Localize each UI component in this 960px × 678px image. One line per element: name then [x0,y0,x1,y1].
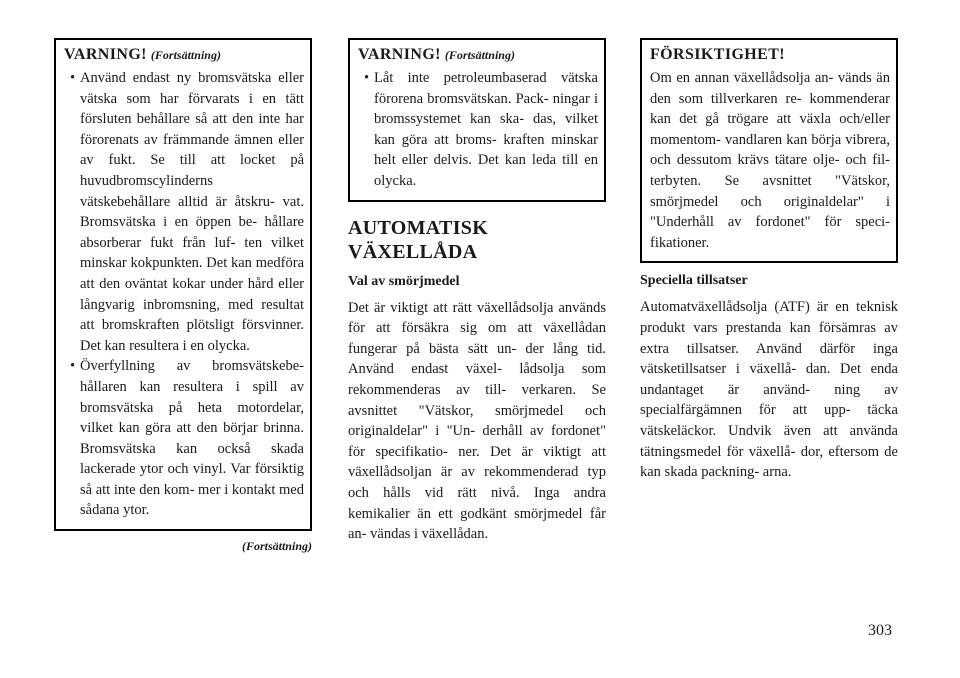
warning-bullet-list [64,68,304,521]
warning-box-continued [54,38,312,531]
warning-title [358,44,598,66]
warning-box-continued [348,38,606,202]
warning-continued-label: (Fortsättning) [150,48,221,62]
column-left [54,38,312,554]
warning-bullet: • Låt inte petroleumbaserad vätska förorena bromsvätskan. Pack- ningar i bromssystemet kan ska- das, vilket kan göra att broms- kraften minskar helt eller delvis. Det kan leda till en olycka. [358,68,598,192]
body-paragraph: Det är viktigt att rätt växellådsolja används för att försäkra sig om att växellådan fungerar på bästa sätt un- der lång tid. Använd endast växel- lådsolja som rekommenderas av till- verkaren. Se avsnittet "Vätskor, smörjmedel och originaldelar" i "Un- derhåll av fordonet" för specifikatio- ner. Det är viktigt att växellådsoljan är av rekommenderad typ och hålls vid rätt nivå. Inga andra kemikalier än ett godkänt smörjmedel får an- vändas i växellådan. [348,299,606,543]
page-number: 303 [868,622,892,639]
column-right [640,38,898,483]
column-middle [348,38,606,545]
section-heading-line-1: AUTOMATISK [348,216,489,239]
warning-continued-label: (Fortsättning) [444,48,515,62]
subheading: Val av smörjmedel [348,273,460,289]
caution-title: FÖRSIKTIGHET! [650,46,786,63]
section-heading [348,216,606,264]
caution-box [640,38,898,263]
warning-bullet: • Överfyllning av bromsvätskebe- hållaren kan resultera i spill av bromsvätska på heta motordelar, vilket kan göra att den börjar brinna. Bromsvätska kan också skada lackerade ytor och vinyl. Var försiktig så att inte den kom- mer i kontakt med sådana ytor. [64,356,304,521]
caution-text: Om en annan växellådsolja an- vänds än den som tillverkaren re- kommenderar kan det gå trögare att växla och/eller momentom- vandlaren kan börja vibrera, och dessutom krävs tätare olje- och fil- terbyten. Se avsnittet "Vätskor, smörjmedel och originaldelar" i "Underhåll av fordonet" för speci- fikationer. [650,70,890,251]
warning-bullet-list [358,68,598,192]
body-paragraph: Automatväxellådsolja (ATF) är en teknisk produkt vars prestanda kan försämras av extra tillsatser. Använd därför inga vätsketillsatser i växellå- dan. Det enda undantaget är använd- ning av specialfärgämnen för att upp- täcka vätskeläckor. Undvik även att använda tätningsmedel för växellå- dor, eftersom de kan skada packning- arna. [640,299,898,481]
warning-label: VARNING! [358,46,441,63]
warning-label: VARNING! [64,46,147,63]
subheading: Speciella tillsatser [640,273,748,289]
warning-title [64,44,304,66]
warning-bullet: • Använd endast ny bromsvätska eller vätska som har förvarats i en tätt försluten behållare så att den inte har förorenats av främmande ämnen eller av fukt. Se till att locket på huvudbromscylinderns vätskebehållare alltid är åtskru- vat. Bromsvätska i en öppen be- hållare absorberar fukt från luf- ten vilket minskar kokpunkten. Det kan medföra att den oväntat kokar under hård eller långvarig inbromsning, med resultat att bromskraften plötsligt försvinner. Det kan resultera i en olycka. [64,68,304,356]
section-heading-line-2: VÄXELLÅDA [348,240,478,263]
continued-footer: (Fortsättning) [241,539,312,554]
